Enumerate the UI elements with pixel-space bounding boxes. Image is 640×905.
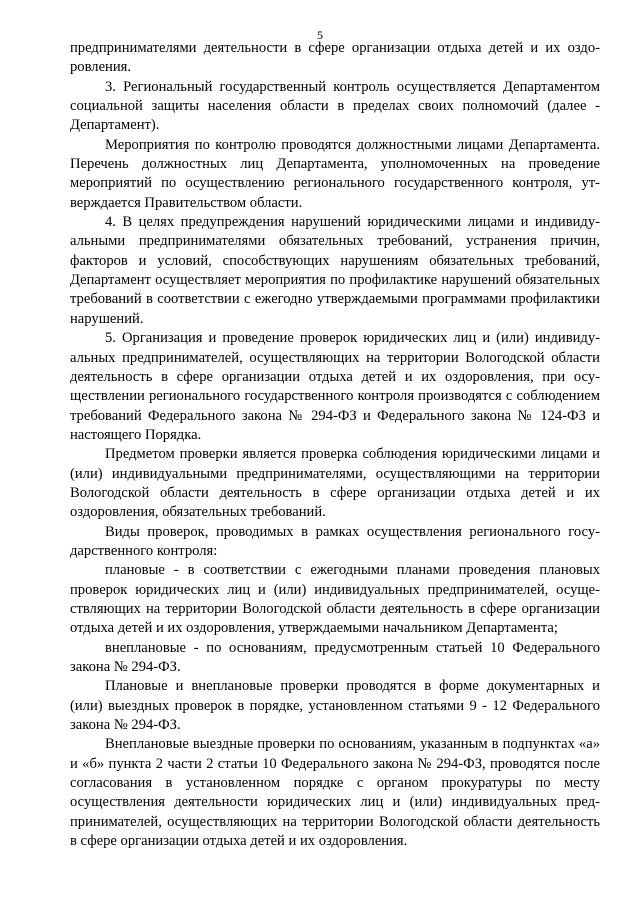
- paragraph-unplanned-inspections: внеплановые - по основаниям, предусмотренным статьей 10 Федерального закона № 294-ФЗ.: [70, 639, 600, 675]
- paragraph-3-regional-control: 3. Региональный государственный контроль осуществляется Департаментом социальной защиты населения области в пределах своих полномочий (далее - Департамент).: [70, 78, 600, 134]
- paragraph-inspection-subject: Предметом проверки является проверка соблюдения юридическими лицами и (или) индивидуальными предпринимателями, осуществляющими на территории Вологодской области деятельность в сфере организации отдыха детей и их оздоровления, обязательных требований.: [70, 446, 600, 521]
- paragraph-5-inspections: 5. Организация и проведение проверок юридических лиц и (или) индивидуальных предпринимателей, осуществляющих на территории Вологодской области деятельность в сфере организации отдыха детей и их оздоровления, при осуществлении регионального государственного контроля производятся с соблюдением требований Федерального закона № 294-ФЗ и Федерального закона № 124-ФЗ и настоящего Порядка.: [70, 330, 600, 443]
- paragraph-4-prevention: 4. В целях предупреждения нарушений юридическими лицами и индивидуальными предпринимателями обязательных требований, устранения причин, факторов и условий, способствующих нарушениям обязательных требований, Департамент осуществляет мероприятия по профилактике нарушений обязательных требований в соответствии с ежегодно утверждаемыми программами профилактики нарушений.: [70, 214, 600, 327]
- paragraph-continuation: предпринимателями деятельности в сфере организации отдыха детей и их оздоровления.: [70, 40, 600, 76]
- paragraph-unplanned-onsite: Внеплановые выездные проверки по основаниям, указанным в подпунктах «а» и «б» пункта 2 части 2 статьи 10 Федерального закона № 294-ФЗ, проводятся после согласования в установленном порядке с органом прокуратуры по месту осуществления деятельности юридических лиц и (или) индивидуальных предпринимателей, осуществляющих на территории Вологодской области деятельность в сфере организации отдыха детей и их оздоровления.: [70, 736, 600, 850]
- page-number: 5: [317, 28, 323, 42]
- paragraph-planned-inspections: плановые - в соответствии с ежегодными планами проведения плановых проверок юридических лиц и (или) индивидуальных предпринимателей, осуществляющих на территории Вологодской области деятельность в сфере организации отдыха детей и их оздоровления, утверждаемыми начальником Департамента;: [70, 562, 600, 637]
- paragraph-inspection-forms: Плановые и внеплановые проверки проводятся в форме документарных и (или) выездных проверок в порядке, установленном статьями 9 - 12 Федерального закона № 294-ФЗ.: [70, 678, 600, 734]
- paragraph-control-officials: Мероприятия по контролю проводятся должностными лицами Департамента. Перечень должностных лиц Департамента, уполномоченных на проведение мероприятий по осуществлению регионального государственного контроля, утверждается Правительством области.: [70, 136, 600, 211]
- document-body: [70, 39, 600, 851]
- paragraph-inspection-types: Виды проверок, проводимых в рамках осуществления регионального государственного контроля:: [70, 523, 600, 559]
